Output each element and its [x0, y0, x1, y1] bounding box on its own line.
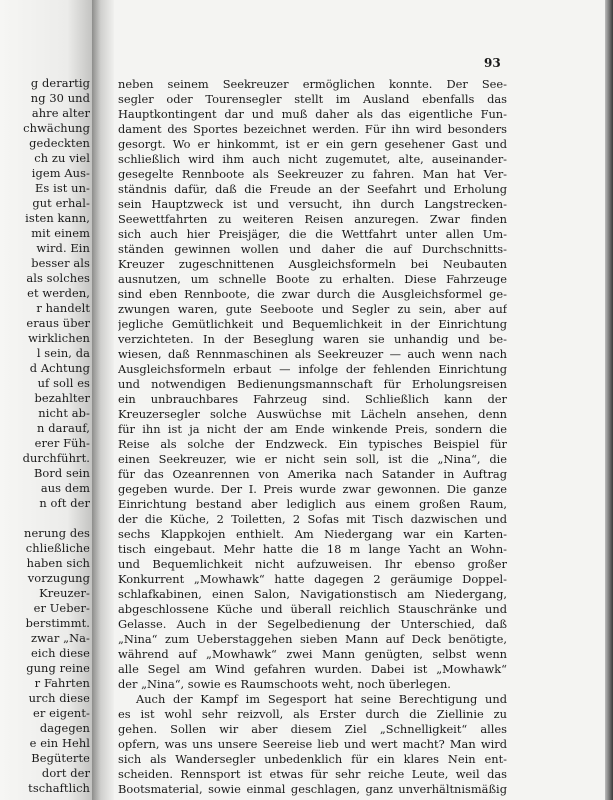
paragraph-line: ausnutzen, um schnelle Boote zu erhalten. Diese Fahrzeuge — [118, 272, 507, 286]
paragraph-line: Hauptkontingent dar und muß daher als das eigentliche Fun- — [118, 107, 507, 121]
paragraph-line: Konkurrent „Mowhawk“ hatte dagegen 2 geräumige Doppel- — [118, 572, 507, 586]
page-number: 93 — [484, 56, 501, 70]
left-page-line: ch zu viel — [34, 151, 90, 165]
left-page-line: aus dem — [40, 481, 90, 495]
left-page-line: er Ueber- — [33, 601, 90, 615]
left-page-line: chwächung — [23, 121, 90, 135]
paragraph-line: gesorgt. Wo er hinkommt, ist er ein gern gesehener Gast und — [118, 137, 507, 151]
paragraph-line: sechs Klappkojen enthielt. Am Niedergang war ein Karten- — [118, 527, 507, 541]
paragraph-line: opfern, was uns unsere Seereise lieb und wert macht? Man wird — [118, 737, 507, 751]
left-page-line: eich diese — [31, 646, 90, 660]
paragraph-line: „Nina“ zum Ueberstaggehen sieben Mann auf Deck benötigte, — [118, 632, 507, 646]
left-page-line: gedeckten — [29, 136, 90, 150]
left-page-line: tschaftlich — [28, 781, 90, 795]
left-page-line: r handelt — [36, 301, 90, 315]
paragraph-line: der „Nina“, sowie es Raumschoots weht, noch überlegen. — [118, 677, 451, 691]
paragraph-line: es ist wohl sehr reizvoll, als Erster durch die Ziellinie zu — [118, 707, 507, 721]
left-page-line — [23, 511, 90, 526]
paragraph-line: einen Seekreuzer, wie er nicht sein soll, ist die „Nina“, die — [118, 452, 507, 466]
paragraph-line: verzichteten. In der Beseglung waren sie unhandig und be- — [118, 332, 507, 346]
left-page-line: als solches — [26, 271, 90, 285]
paragraph-line: Ausgleichsformeln erbaut — infolge der fehlenden Einrichtung — [118, 362, 507, 376]
left-page-line: n darauf, — [37, 421, 90, 435]
left-page-line: dagegen — [39, 721, 90, 735]
left-page-line: berstimmt. — [25, 616, 90, 630]
paragraph-line: sich als Wandersegler unbedenklich für ein klares Nein ent- — [118, 752, 507, 766]
paragraph-line: und notwendigen Bedienungsmannschaft für Erholungsreisen — [118, 377, 507, 391]
left-page-line: zwar „Na- — [30, 631, 90, 645]
left-page-line: e ein Hehl — [29, 736, 90, 750]
paragraph-line: gegeben wurde. Der I. Preis wurde zwar gewonnen. Die ganze — [118, 482, 507, 496]
paragraph-line: Auch der Kampf im Segesport hat seine Berechtigung und — [136, 692, 507, 706]
left-page-line: Begüterte — [31, 751, 90, 765]
left-page-line: bezahlter — [34, 391, 90, 405]
paragraph-line: neben seinem Seekreuzer ermöglichen konnte. Der See- — [118, 77, 507, 91]
left-page-line: gut erhal- — [32, 196, 90, 210]
left-page-line: durchführt. — [22, 451, 90, 465]
paragraph-line: Reise als solche der Endzweck. Ein typisches Beispiel für — [118, 437, 507, 451]
left-page-line: Kreuzer- — [39, 586, 90, 600]
paragraph-line: sich auch hier Preisjäger, die die Wettfahrt unter allen Um- — [118, 227, 507, 241]
paragraph-line: gehen. Sollen wir aber diesem Ziel „Schnelligkeit“ alles — [118, 722, 507, 736]
paragraph-line: ständnis dafür, daß die Freude an der Seefahrt und Erholung — [118, 182, 507, 196]
paragraph-line: wiesen, daß Rennmaschinen als Seekreuzer — auch wenn nach — [118, 347, 507, 361]
left-page-line: haben sich — [26, 556, 90, 570]
left-page-line: Es ist un- — [35, 181, 90, 195]
paragraph-line: dament des Sportes bezeichnet werden. Für ihn wird besonders — [118, 122, 507, 136]
paragraph-line: Kreuzer zugeschnittenen Ausgleichsformeln bei Neubauten — [118, 257, 507, 271]
paragraph-line: zwungen waren, gute Seeboote und Segler zu sein, aber auf — [118, 302, 507, 316]
left-page-line: isten kann, — [25, 211, 90, 225]
left-page-line: d Achtung — [29, 361, 90, 375]
left-page-line: nicht ab- — [38, 406, 90, 420]
paragraph-line: scheiden. Rennsport ist etwas für sehr reiche Leute, weil das — [118, 767, 507, 781]
left-page-line: et werden, — [27, 286, 90, 300]
left-page-line: wirklichen — [28, 331, 90, 345]
left-page-line: er eigent- — [33, 706, 90, 720]
left-page-line: igem Aus- — [31, 166, 90, 180]
left-page-line: urch diese — [28, 691, 90, 705]
paragraph-line: schlafkabinen, einen Salon, Navigationstisch am Niedergang, — [118, 587, 507, 601]
paragraph-line: gesegelte Rennboote als Seekreuzer zu fahren. Man hat Ver- — [118, 167, 507, 181]
left-page-line: nerung des — [24, 526, 90, 540]
left-page-line: Bord sein — [33, 466, 90, 480]
paragraph-line: Kreuzersegler solche Auswüchse mit Lächeln ansehen, denn — [118, 407, 507, 421]
paragraph-line: schließlich wird ihm auch nicht zugemutet, alte, auseinander- — [118, 152, 507, 166]
paragraph-line: Einrichtung bestand aber lediglich aus einem großen Raum, — [118, 497, 507, 511]
left-page-line: n oft der — [39, 496, 90, 510]
paragraph-line: alle Segel am Wind gefahren wurden. Dabei ist „Mowhawk“ — [118, 662, 507, 676]
page-body — [118, 77, 507, 797]
right-page — [110, 0, 605, 800]
book-edge — [605, 0, 613, 800]
paragraph-line: abgeschlossene Küche und überall reichlich Stauschränke und — [118, 602, 507, 616]
left-page-line: ahre alter — [31, 106, 90, 120]
paragraph-line: der die Küche, 2 Toiletten, 2 Sofas mit Tisch dazwischen und — [118, 512, 507, 526]
left-page-line: gung reine — [26, 661, 90, 675]
paragraph-line: sind eben Rennboote, die zwar durch die Ausgleichsformel ge- — [118, 287, 507, 301]
left-page-line: g derartig — [30, 76, 90, 90]
paragraph-line: für das Ozeanrennen von Amerika nach Satander in Auftrag — [118, 467, 507, 481]
paragraph-line: für ihn ist ja nicht der am Ende winkende Preis, sondern die — [118, 422, 507, 436]
paragraph-line: während auf „Mowhawk“ zwei Mann genügten, selbst wenn — [118, 647, 507, 661]
paragraph-line: ständen gewinnen wollen und daher die auf Durchschnitts- — [118, 242, 507, 256]
paragraph-line: segler oder Tourensegler stellt im Ausland ebenfalls das — [118, 92, 507, 106]
left-page-line: r Fahrten — [34, 676, 90, 690]
paragraph-line: sein Hauptzweck ist und versucht, ihn durch Langstrecken- — [118, 197, 507, 211]
paragraph-line: jegliche Gemütlichkeit und Bequemlichkeit in der Einrichtung — [118, 317, 507, 331]
left-page — [0, 0, 96, 800]
paragraph-line: Gelasse. Auch in der Segelbedienung der Unterschied, daß — [118, 617, 507, 631]
left-page-line: ng 30 und — [30, 91, 90, 105]
paragraph-line: tisch eingebaut. Mehr hatte die 18 m lange Yacht an Wohn- — [118, 542, 507, 556]
left-page-line: dort der — [41, 766, 90, 780]
paragraph-line: ein unbrauchbares Fahrzeug sind. Schließlich kann der — [118, 392, 507, 406]
left-page-text — [23, 76, 90, 796]
paragraph-line: Bootsmaterial, sowie einmal geschlagen, ganz unverhältnismäßig — [118, 782, 507, 796]
paragraph-line: und Bequemlichkeit nicht aufzuweisen. Ihr ebenso großer — [118, 557, 507, 571]
left-page-line: chließliche — [25, 541, 90, 555]
left-page-line: vorzugung — [27, 571, 90, 585]
left-page-line: erer Füh- — [34, 436, 90, 450]
left-page-line: besser als — [31, 256, 90, 270]
left-page-line: mit einem — [31, 226, 90, 240]
left-page-line: wird. Ein — [36, 241, 90, 255]
paragraph-line: Seewettfahrten zu weiteren Reisen anzuregen. Zwar finden — [118, 212, 507, 226]
left-page-line: eraus über — [26, 316, 90, 330]
left-page-line: uf soll es — [37, 376, 90, 390]
left-page-line: l sein, da — [36, 346, 90, 360]
